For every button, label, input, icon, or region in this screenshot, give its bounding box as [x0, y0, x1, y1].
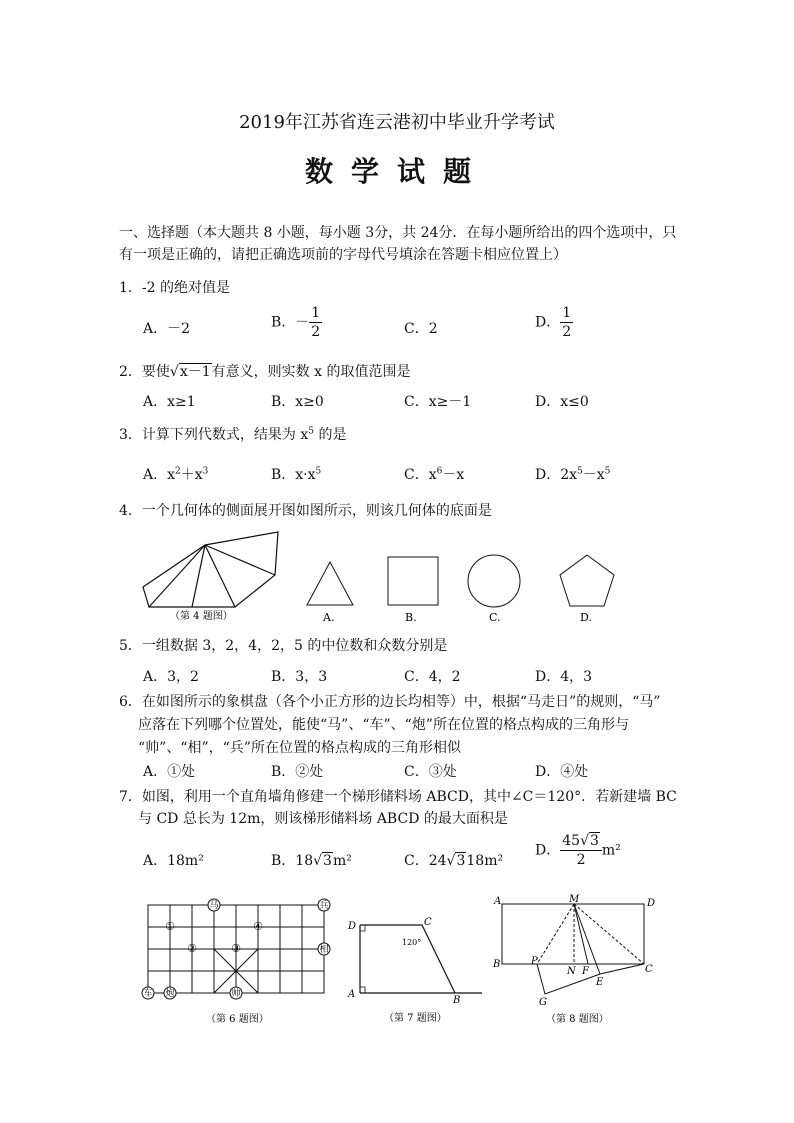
fig7-label-a: A — [348, 989, 356, 1000]
q2-radicand: x－1 — [179, 364, 211, 380]
shape-circle — [468, 555, 520, 607]
fig8-label-n: N — [567, 966, 576, 977]
q3-b-pre: B．x·x — [271, 467, 316, 483]
right-angle-top — [360, 925, 365, 931]
exam-title: 2019年江苏省连云港初中毕业升学考试 — [239, 112, 555, 133]
q7-b-radicand: 3 — [323, 853, 332, 869]
mark-3: ③ — [231, 942, 241, 955]
mp-line — [537, 904, 574, 964]
fig8-label-b: B — [493, 959, 501, 970]
mc-line — [574, 904, 644, 964]
q2-option-b: B．x≥0 — [271, 394, 324, 410]
q7-option-b — [271, 850, 352, 870]
net-fold-4 — [205, 545, 275, 575]
q3-c-exp: 6 — [436, 466, 443, 477]
q7-d-pre: D． — [535, 842, 561, 859]
q6-line2: 应落在下列哪个位置处，能使“马”、“车”、“炮”所在位置的格点构成的三角形与 — [138, 717, 629, 733]
section-instruction-line2: 有一项是正确的，请把正确选项前的字母代号填涂在答题卡相应位置上） — [119, 247, 567, 263]
page-title: 数学试题 — [304, 155, 489, 188]
q1-b-fraction — [309, 306, 322, 339]
radical-sign: √ — [446, 853, 456, 869]
radical-sign: √ — [169, 364, 179, 380]
q4-label-a: A. — [323, 611, 335, 624]
q4-figure — [135, 520, 635, 630]
q3-a-exp1: 2 — [175, 466, 181, 477]
q3-a-mid: ＋x — [180, 467, 203, 483]
q7-d-denominator: 2 — [576, 852, 586, 868]
fig8-caption: （第 8 题图） — [546, 1014, 609, 1025]
piece-xiang-label: 相 — [319, 945, 329, 955]
net-fold-3 — [205, 545, 235, 607]
mark-2: ② — [187, 942, 197, 955]
q1-d-numerator: 1 — [562, 305, 572, 321]
q3-stem — [119, 424, 346, 444]
q3-stem-pre: 3．计算下列代数式，结果为 x — [119, 427, 309, 443]
q5-option-b: B．3，3 — [271, 669, 328, 685]
q7-c-radicand: 3 — [456, 853, 466, 869]
q1-d-fraction — [560, 306, 573, 339]
fig8-label-f: F — [582, 966, 589, 977]
q7-line2: 与 CD 总长为 12m，则该梯形储料场 ABCD 的最大面积是 — [138, 811, 508, 827]
shape-pentagon — [560, 555, 614, 606]
fig7-label-c: C — [424, 917, 432, 928]
q3-a-exp2: 3 — [202, 466, 209, 477]
q1-d-prefix: D． — [535, 314, 561, 331]
q7-c-post: 18m² — [466, 853, 504, 869]
q1-option-c: C．2 — [404, 321, 438, 337]
fig7-angle: 120° — [402, 938, 422, 947]
q6-option-d: D．④处 — [535, 764, 589, 780]
q5-option-c: C．4，2 — [404, 669, 461, 685]
q4-label-d: D. — [580, 611, 592, 624]
q7-line1: 7．如图，利用一个直角墙角修建一个梯形储料场 ABCD，其中∠C＝120°．若新建墙 BC — [119, 789, 677, 805]
mf-line — [574, 904, 588, 964]
fig7-label-b: B — [453, 995, 461, 1006]
q3-option-d — [535, 464, 610, 484]
q5-stem: 5．一组数据 3，2，4，2，5 的中位数和众数分别是 — [119, 638, 448, 654]
q2-stem-post: 有意义，则实数 x 的取值范围是 — [211, 364, 411, 380]
shape-square — [388, 557, 438, 605]
q2-option-c: C．x≥－1 — [404, 394, 472, 410]
mark-1: ① — [165, 920, 175, 933]
shape-triangle — [307, 562, 353, 605]
piece-bing-label: 兵 — [319, 901, 329, 911]
q3-d-mid: －x — [582, 467, 605, 483]
net-outline — [143, 532, 278, 607]
q4-net-figure — [143, 532, 278, 607]
q3-stem-post: 的是 — [314, 427, 347, 443]
q4-label-c: C. — [489, 611, 501, 624]
q1-b-numerator: 1 — [311, 305, 321, 321]
right-angle-bottom — [360, 987, 365, 993]
q7-d-numerator — [560, 834, 602, 851]
mark-4: ④ — [253, 920, 263, 933]
q6-line3: “帅”、“相”，“兵”所在位置的格点构成的三角形相似 — [138, 740, 461, 756]
new-wall — [360, 925, 455, 993]
fig7-trapezoid — [342, 905, 487, 1030]
q1-option-b — [271, 306, 322, 339]
fig8-label-c: C — [645, 964, 653, 975]
q6-option-b: B．②处 — [271, 764, 324, 780]
q7-c-pre: C．24 — [404, 853, 447, 869]
fig7-label-d: D — [348, 921, 357, 932]
q3-stem-exp: 5 — [308, 426, 314, 437]
fold-outline — [537, 964, 644, 994]
q7-d-fraction — [560, 834, 602, 867]
net-fold-2 — [192, 545, 205, 607]
q5-option-d: D．4，3 — [535, 669, 593, 685]
q4-fig-caption: （第 4 题图） — [170, 611, 233, 622]
q6-option-c: C．③处 — [404, 764, 457, 780]
q2-stem — [119, 361, 410, 381]
fig8-label-d: D — [647, 898, 656, 909]
piece-che-label: 车 — [143, 989, 153, 999]
q3-option-c — [404, 464, 464, 484]
piece-shuai-label: 帅 — [231, 989, 241, 999]
q2-option-a: A．x≥1 — [143, 394, 196, 410]
radical-sign: √ — [313, 853, 323, 869]
fig8-label-e: E — [596, 977, 604, 988]
q7-d-num-radicand: 3 — [589, 833, 599, 849]
q1-b-denominator: 2 — [311, 324, 321, 340]
q2-option-d: D．x≤0 — [535, 394, 589, 410]
fig6-caption: （第 6 题图） — [206, 1014, 269, 1025]
q5-option-a: A．3，2 — [143, 669, 199, 685]
q6-option-a: A．①处 — [143, 764, 196, 780]
fig8-label-m: M — [569, 894, 580, 905]
q3-a-pre: A．x — [143, 467, 176, 483]
q7-option-a: A．18m² — [143, 853, 204, 869]
q3-b-exp: 5 — [315, 466, 322, 477]
q4-stem: 4．一个几何体的侧面展开图如图所示，则该几何体的底面是 — [119, 503, 492, 519]
fig8-rectangle — [490, 892, 665, 1030]
q3-d-exp1: 5 — [577, 466, 583, 477]
q1-option-d — [535, 306, 573, 339]
q3-c-post: －x — [442, 467, 465, 483]
q7-b-post: m² — [332, 853, 352, 869]
q3-d-exp2: 5 — [604, 466, 611, 477]
q7-d-post: m² — [601, 842, 621, 859]
q6-line1: 6．在如图所示的象棋盘（各个小正方形的边长均相等）中，根据“马走日”的规则，“马” — [119, 694, 661, 710]
q7-b-pre: B．18 — [271, 853, 314, 869]
q7-option-d — [535, 834, 621, 867]
fig6-chessboard — [136, 895, 341, 1030]
fig8-label-g: G — [539, 997, 547, 1008]
q7-d-num-pre: 45 — [562, 833, 581, 849]
radical-sign: √ — [580, 833, 589, 849]
q3-c-pre: C．x — [404, 467, 437, 483]
q1-d-denominator: 2 — [562, 324, 572, 340]
net-fold-1 — [149, 545, 205, 607]
q2-stem-pre: 2．要使 — [119, 364, 170, 380]
section-instruction-line1: 一、选择题（本大题共 8 小题，每小题 3分，共 24分．在每小题所给出的四个选项中，只 — [119, 225, 677, 241]
q1-option-a: A．－2 — [143, 321, 191, 337]
piece-ma-label: 马 — [209, 901, 219, 911]
fig8-label-p: P — [531, 956, 538, 967]
fig8-label-a: A — [494, 896, 502, 907]
q3-option-b — [271, 464, 321, 484]
q4-label-b: B. — [405, 611, 417, 624]
q3-option-a — [143, 464, 208, 484]
q3-d-pre: D．2x — [535, 467, 578, 483]
q7-option-c — [404, 850, 503, 870]
rect-abcd — [502, 904, 644, 964]
fig7-caption: （第 7 题图） — [384, 1013, 447, 1024]
q1-stem: 1．-2 的绝对值是 — [119, 280, 230, 296]
piece-pao-label: 炮 — [165, 989, 175, 999]
q1-b-prefix: B．－ — [271, 314, 310, 331]
